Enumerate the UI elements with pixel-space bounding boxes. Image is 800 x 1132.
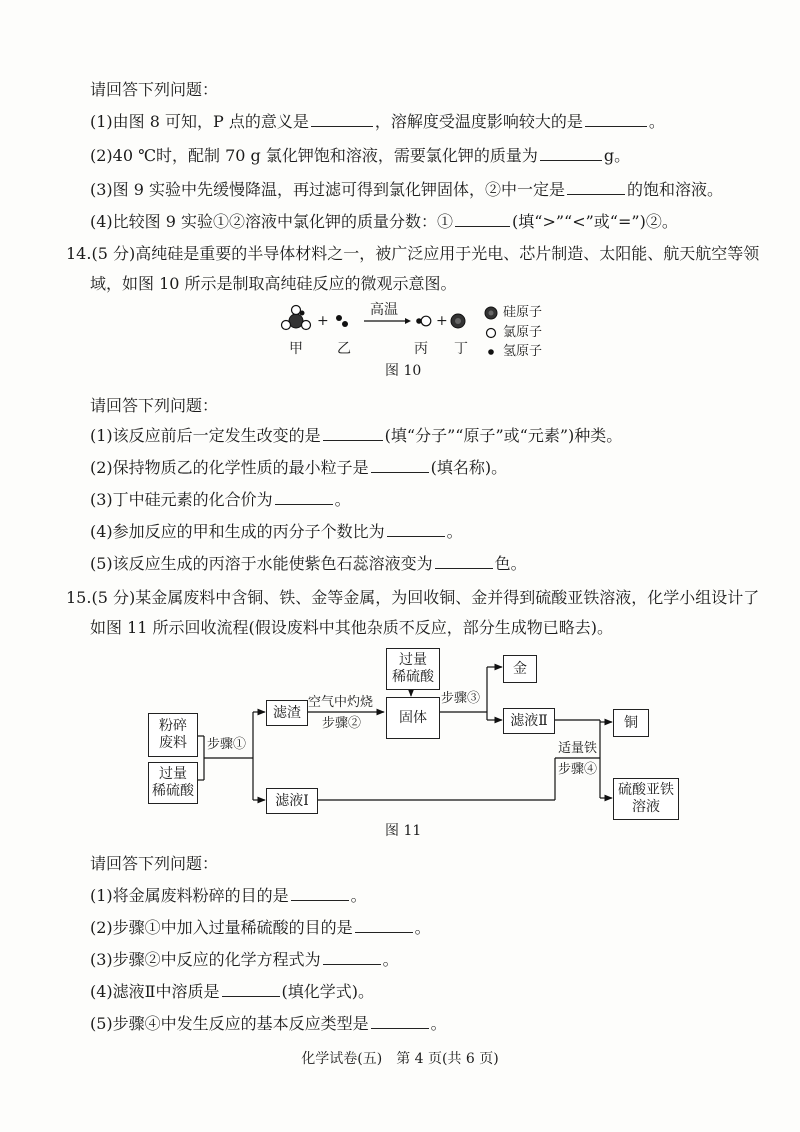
answer-blank[interactable] bbox=[371, 1014, 429, 1029]
answer-blank[interactable] bbox=[291, 886, 349, 901]
q15-5: (5)步骤④中发生反应的基本反应类型是 。 bbox=[90, 1014, 447, 1033]
figure-caption-11: 图 11 bbox=[385, 823, 422, 839]
q14-stem-line1: 14.(5 分)高纯硅是重要的半导体材料之一，被广泛应用于光电、芯片制造、太阳能、航天航空等领 bbox=[66, 244, 760, 263]
legend-hydrogen: 氢原子 bbox=[503, 344, 543, 359]
q13-4: (4)比较图 9 实验①②溶液中氯化钾的质量分数：① (填“>”“<”或“=”)②。 bbox=[90, 212, 678, 231]
figure-caption-10: 图 10 bbox=[385, 363, 422, 379]
label-yi: 乙 bbox=[337, 341, 351, 357]
q14-5: (5)该反应生成的丙溶于水能使紫色石蕊溶液变为 色。 bbox=[90, 554, 527, 573]
box-copper: 铜 bbox=[613, 709, 649, 737]
q14-3: (3)丁中硅元素的化合价为 。 bbox=[90, 490, 351, 509]
box-crushed-waste: 粉碎 废料 bbox=[148, 713, 198, 757]
q15-3: (3)步骤②中反应的化学方程式为 。 bbox=[90, 950, 399, 969]
box-excess-acid-1: 过量 稀硫酸 bbox=[148, 762, 198, 804]
section-intro-14: 请回答下列问题： bbox=[90, 396, 219, 415]
legend-chlorine: 氯原子 bbox=[503, 325, 543, 340]
legend-silicon: 硅原子 bbox=[503, 305, 543, 320]
plus-sign: + bbox=[317, 313, 329, 329]
label-burn-in-air: 空气中灼烧 bbox=[308, 695, 374, 710]
q15-4: (4)滤液Ⅱ中溶质是 (填化学式)。 bbox=[90, 982, 375, 1001]
label-step-4: 步骤④ bbox=[558, 762, 598, 777]
section-intro-15: 请回答下列问题： bbox=[90, 854, 219, 873]
answer-blank[interactable] bbox=[355, 918, 413, 933]
label-step-2: 步骤② bbox=[322, 716, 362, 731]
box-filtrate-2: 滤液Ⅱ bbox=[503, 708, 555, 734]
label-ding: 丁 bbox=[454, 341, 468, 357]
q15-stem-line2: 如图 11 所示回收流程(假设废料中其他杂质不反应，部分生成物已略去)。 bbox=[90, 618, 614, 637]
box-ferrous-sulfate: 硫酸亚铁 溶液 bbox=[613, 778, 679, 820]
q14-1: (1)该反应前后一定发生改变的是 (填“分子”“原子”或“元素”)种类。 bbox=[90, 426, 623, 445]
box-filtrate-1: 滤液Ⅰ bbox=[266, 788, 318, 814]
box-solid: 固体 bbox=[386, 697, 440, 739]
q15-stem-line1: 15.(5 分)某金属废料中含铜、铁、金等金属，为回收铜、金并得到硫酸亚铁溶液，化学小组设计了 bbox=[66, 588, 760, 607]
label-bing: 丙 bbox=[414, 341, 428, 357]
q14-stem-line2: 域，如图 10 所示是制取高纯硅反应的微观示意图。 bbox=[90, 274, 457, 293]
plus-sign: + bbox=[436, 313, 448, 329]
q14-4: (4)参加反应的甲和生成的丙分子个数比为 。 bbox=[90, 522, 463, 541]
section-intro-13: 请回答下列问题： bbox=[90, 80, 219, 99]
label-step-3: 步骤③ bbox=[441, 691, 481, 706]
q15-1: (1)将金属废料粉碎的目的是 。 bbox=[90, 886, 367, 905]
label-step-1: 步骤① bbox=[207, 737, 247, 752]
q13-3: (3)图 9 实验中先缓慢降温，再过滤可得到氯化钾固体，②中一定是 的饱和溶液。 bbox=[90, 180, 724, 199]
answer-blank[interactable] bbox=[323, 950, 381, 965]
q15-2: (2)步骤①中加入过量稀硫酸的目的是 。 bbox=[90, 918, 431, 937]
box-gold: 金 bbox=[503, 655, 537, 683]
box-residue: 滤渣 bbox=[266, 700, 308, 726]
label-iron: 适量铁 bbox=[558, 741, 598, 756]
reaction-condition: 高温 bbox=[370, 302, 398, 318]
page-footer: 化学试卷(五) 第 4 页(共 6 页) bbox=[301, 1051, 499, 1067]
q13-2: (2)40 ℃时，配制 70 g 氯化钾饱和溶液，需要氯化钾的质量为 g。 bbox=[90, 146, 631, 165]
label-jia: 甲 bbox=[289, 341, 303, 357]
answer-blank[interactable] bbox=[222, 982, 280, 997]
box-excess-acid-2: 过量 稀硫酸 bbox=[386, 648, 440, 690]
q14-2: (2)保持物质乙的化学性质的最小粒子是 (填名称)。 bbox=[90, 458, 508, 477]
q13-1: (1)由图 8 可知，P 点的意义是 ，溶解度受温度影响较大的是 。 bbox=[90, 112, 665, 131]
